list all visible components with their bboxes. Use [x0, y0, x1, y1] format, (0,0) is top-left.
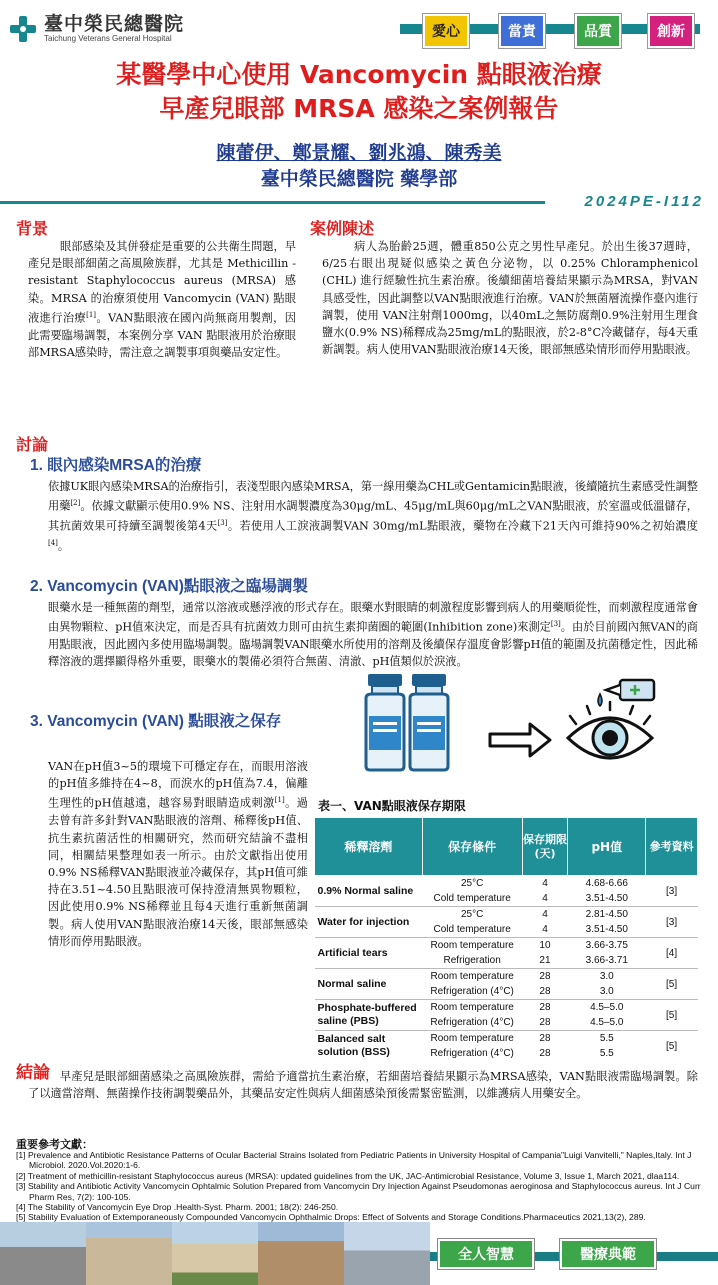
conclusion-heading: 結論: [16, 1063, 50, 1083]
cell-solvent: Phosphate-buffered saline (PBS): [315, 1000, 423, 1031]
col-header-condition: 保存條件: [422, 818, 522, 876]
code-line: [0, 201, 545, 204]
cell-ref: [5]: [646, 1031, 698, 1062]
value-badge-love: 愛心: [423, 14, 469, 48]
storage-table: [314, 817, 698, 1061]
cell-ph: 4.5–5.0: [590, 1017, 624, 1028]
references-list: [16, 1150, 706, 1223]
cell-condition: Room temperature: [422, 1031, 522, 1047]
background-text: 眼部感染及其併發症是重要的公共衛生問題，早產兒是眼部細菌之高風險族群，尤其是 Methicillin - resistant Staphylococcus aureus (MRSA) 感染。MRSA 的治療須使用 Vancomycin (VAN) 點眼液進行治療[1]。VAN點眼液在國內尚無商用製劑，因此需要臨場調製，本案例分享 VAN 點眼液用於治療眼部MRSA感染時，需注意之調製事項與藥品安定性。: [28, 240, 296, 359]
cell-ph: 4.5–5.0: [568, 1000, 646, 1016]
poster-code: 2024PE-I112: [584, 193, 704, 210]
cell-days: 28: [522, 1000, 568, 1016]
col-header-solvent: 稀釋溶劑: [315, 818, 423, 876]
table-body: [315, 876, 698, 1062]
cell-condition: Refrigeration (4°C): [430, 1048, 514, 1060]
hospital-building-photo: [86, 1222, 172, 1285]
cell-condition: Room temperature: [422, 938, 522, 954]
references-heading: 重要參考文獻：: [16, 1138, 93, 1151]
table-row: [315, 969, 698, 985]
slogan-badge-holistic: 全人智慧: [438, 1239, 534, 1269]
col-header-ref: 參考資料: [646, 818, 698, 876]
case-heading: 案例陳述: [310, 219, 375, 238]
cell-solvent: Artificial tears: [315, 938, 423, 969]
arrow-right-icon: [490, 724, 550, 756]
col-header-days: 保存期限(天): [522, 818, 568, 876]
discussion-heading: 討論: [16, 435, 49, 454]
cell-condition: Room temperature: [422, 969, 522, 985]
author-names: 陳蕾伊、鄭景耀、劉兆鴻、陳秀美: [216, 142, 502, 164]
authors-block: [0, 140, 718, 192]
cell-condition: Refrigeration (4°C): [430, 1017, 514, 1028]
cell-days: 4: [542, 893, 548, 904]
cell-solvent: Normal saline: [315, 969, 423, 1000]
value-badge-quality: 品質: [575, 14, 621, 48]
cell-ph: 3.51-4.50: [585, 924, 628, 935]
hospital-photo-strip: [0, 1222, 430, 1285]
cell-ph: 2.81-4.50: [568, 907, 646, 923]
logo-en: Taichung Veterans General Hospital: [44, 34, 172, 43]
cell-condition: 25°C: [460, 878, 484, 889]
vial-to-eye-illustration: [358, 672, 678, 772]
cell-ref: [3]: [646, 907, 698, 938]
discussion-s1-text: 依據UK眼內感染MRSA的治療指引，表淺型眼內感染MRSA，第一線用藥為CHL或Gentamicin點眼液，後續隨抗生素感受性調整用藥[2]。依據文獻顯示使用0.9% NS、注射用水調製濃度為30μg/mL、45μg/mL與60μg/mL之VAN點眼液，於室溫或低溫儲存，其抗菌效果可持續至調製後第4天[3]。若使用人工淚液調製VAN 30mg/mL點眼液，藥物在冷藏下21天內可維持90%之初始濃度[4]。: [48, 480, 698, 553]
cell-condition: Cold temperature: [433, 924, 511, 935]
cell-days: 4: [542, 878, 548, 889]
cell-days: 28: [539, 986, 551, 997]
poster-title: [0, 58, 718, 126]
cell-condition: Cold temperature: [433, 893, 511, 904]
cell-ref: [3]: [666, 885, 678, 897]
table-row: [315, 1031, 698, 1047]
hospital-cross-icon: [8, 14, 38, 44]
cell-ph: 4.68-6.66: [585, 878, 628, 889]
cell-ph: 3.66-3.75: [568, 938, 646, 954]
cell-solvent: Balanced salt solution (BSS): [315, 1031, 423, 1062]
reference-item: [2] Treatment of methicillin-resistant Staphylococcus aureus (MRSA): updated guidelines from the UK, JAC-Antimicrobial Resistance, Volume 3, Issue 1, March 2021, dlaa114.: [16, 1170, 680, 1181]
table-row: [315, 876, 698, 892]
cell-ph: 5.5: [568, 1031, 646, 1047]
cell-days: 4: [542, 924, 548, 935]
cell-condition: Refrigeration (4°C): [430, 986, 514, 997]
conclusion-text: 早產兒是眼部細菌感染之高風險族群，需給予適當抗生素治療，若細菌培養結果顯示為MRSA感染，VAN點眼液需臨場調製。除了以適當溶劑、無菌操作技術調製藥品外，其藥品安定性與病人細菌感染預後需緊密監測，以維護病人用藥安全。: [28, 1070, 698, 1101]
table-title: 表一、VAN點眼液保存期限: [318, 799, 466, 813]
cell-ref: [5]: [646, 1000, 698, 1031]
cell-days: 28: [539, 1017, 551, 1028]
cell-solvent: Water for injection: [315, 907, 423, 938]
cell-days: 28: [539, 1048, 551, 1060]
table-row: [315, 1000, 698, 1016]
footer: [0, 1222, 718, 1285]
hospital-building-photo: [0, 1222, 86, 1285]
cell-days: 10: [522, 938, 568, 954]
title-line-2: 早產兒眼部 MRSA 感染之案例報告: [159, 94, 559, 123]
cell-solvent: 0.9% Normal saline: [317, 884, 414, 897]
eye-drop-icon: [568, 680, 654, 758]
value-badge-innovation: 創新: [648, 14, 694, 48]
cell-days: 28: [522, 969, 568, 985]
cell-condition: Room temperature: [422, 1000, 522, 1016]
cell-condition: 25°C: [422, 907, 522, 923]
hospital-building-photo: [344, 1222, 430, 1285]
col-header-ph: pH值: [568, 818, 646, 876]
cell-ph: 3.66-3.71: [585, 955, 628, 966]
reference-item: [1] Prevalence and Antibiotic Resistance Patterns of Ocular Bacterial Strains Isolated from Pediatric Patients in University Hospital of Campania"Luigi Vanvitelli," Naples,Italy. Int J Microbiol. 2020.Vol.2020:1-6.: [16, 1150, 692, 1171]
cell-ph: 3.0: [568, 969, 646, 985]
header: [0, 0, 718, 52]
cell-days: 21: [539, 955, 551, 966]
hospital-building-photo: [258, 1222, 344, 1285]
cell-ph: 3.0: [599, 986, 614, 997]
case-text: 病人為胎齡25週，體重850公克之男性早產兒。於出生後37週時，6/25右眼出現疑似感染之黃色分泌物，以 0.25% Chloramphenicol (CHL) 進行經驗性抗生素治療。後續細菌培養結果顯示為MRSA，對VAN具感受性，因此調整以VAN點眼液進行治療。VAN於無菌層流操作臺內進行調製，使用 VAN注射劑1000mg，以40mL之無防腐劑0.9%注射用生理食鹽水(0.9% NS)稀釋成為25mg/mL的點眼液，於2-8°C冷藏儲存，每4天重新調製。病人使用VAN點眼液治療14天後，眼部無感染情形而停用點眼液。: [322, 240, 698, 357]
discussion-s3-heading: 3. Vancomycin (VAN) 點眼液之保存: [30, 713, 282, 730]
reference-item: [4] The Stability of Vancomycin Eye Drop .Health-Syst. Pharm. 2001; 18(2): 246-250.: [16, 1202, 339, 1213]
slogan-badge-exemplar: 醫療典範: [560, 1239, 656, 1269]
hospital-logo: [8, 14, 184, 44]
reference-item: [5] Stability Evaluation of Extemporaneously Compounded Vancomycin Ophthalmic Drops: Effect of Solvents and Storage Conditions.Pharmaceutics 2021,13(2), 289.: [16, 1212, 646, 1223]
cell-days: 4: [522, 907, 568, 923]
logo-cn: 臺中榮民總醫院: [44, 13, 185, 35]
table-row: [315, 907, 698, 923]
discussion-s2-text: 眼藥水是一種無菌的劑型，通常以溶液或懸浮液的形式存在。眼藥水對眼睛的刺激程度影響到病人的用藥順從性，而刺激程度通常會由異物顆粒、pH值來決定，而是否具有抗菌效力則可由抗生素抑菌圈的範圍(Inhibition zone)來測定[3]。由於目前國內無VAN的商用點眼液，因此國內多使用臨場調製。臨場調製VAN眼藥水所使用的溶劑及後續保存溫度會影響pH值的範圍及抗菌穩定性，因此稀釋溶液的選擇顯得格外重要，眼藥水的製備必須符合無菌、清澈、pH值類似於淚液。: [48, 601, 698, 669]
background-heading: 背景: [16, 219, 49, 238]
cell-ph: 5.5: [599, 1048, 614, 1060]
hospital-building-photo: [172, 1222, 258, 1285]
vial-icon: [366, 674, 448, 770]
cell-condition: Refrigeration: [443, 955, 501, 966]
title-line-1: 某醫學中心使用 Vancomycin 點眼液治療: [116, 60, 602, 89]
discussion-s1-heading: 1. 眼內感染MRSA的治療: [30, 457, 202, 474]
affiliation: 臺中榮民總醫院 藥學部: [260, 168, 458, 190]
cell-ref: [5]: [646, 969, 698, 1000]
discussion-s3-text: VAN在pH值3~5的環境下可穩定存在，而眼用溶液的pH值多維持在4~8，而淚水的pH值為7.4，偏離生理性的pH值越遠，越容易對眼睛造成刺激[1]。過去曾有許多針對VAN點眼液的溶劑、稀釋後pH值、抗生素抗菌活性的相關研究，然而研究結論不盡相同，相關結果整理如表一所示。由於文獻指出使用0.9% NS稀釋VAN點眼液並冷藏保存，其pH值可維持在3.51~4.50且點眼液可保持澄清無異物顆粒，因此使用0.9% NS稀釋並且每4天進行重新無菌調製。病人使用VAN點眼液治療14天後，眼部無感染情形而停用點眼液。: [48, 760, 308, 948]
cell-days: 28: [522, 1031, 568, 1047]
table-header-row: [315, 818, 698, 876]
discussion-s2-heading: 2. Vancomycin (VAN)點眼液之臨場調製: [30, 578, 308, 595]
reference-item: [3] Stability and Antibiotic Activity Vancomycin Ophtalmic Solution Prepared from Vancomycin Dry Injection Against Pseudomonas aeroginosa and Staphylococcus aureus. Int J Curr Pharm Res, 7(2): 100-105.: [16, 1181, 701, 1202]
value-badge-accountability: 當責: [499, 14, 545, 48]
cell-ref: [4]: [646, 938, 698, 969]
table-row: [315, 938, 698, 954]
code-bar: [0, 195, 718, 209]
cell-ph: 3.51-4.50: [585, 893, 628, 904]
